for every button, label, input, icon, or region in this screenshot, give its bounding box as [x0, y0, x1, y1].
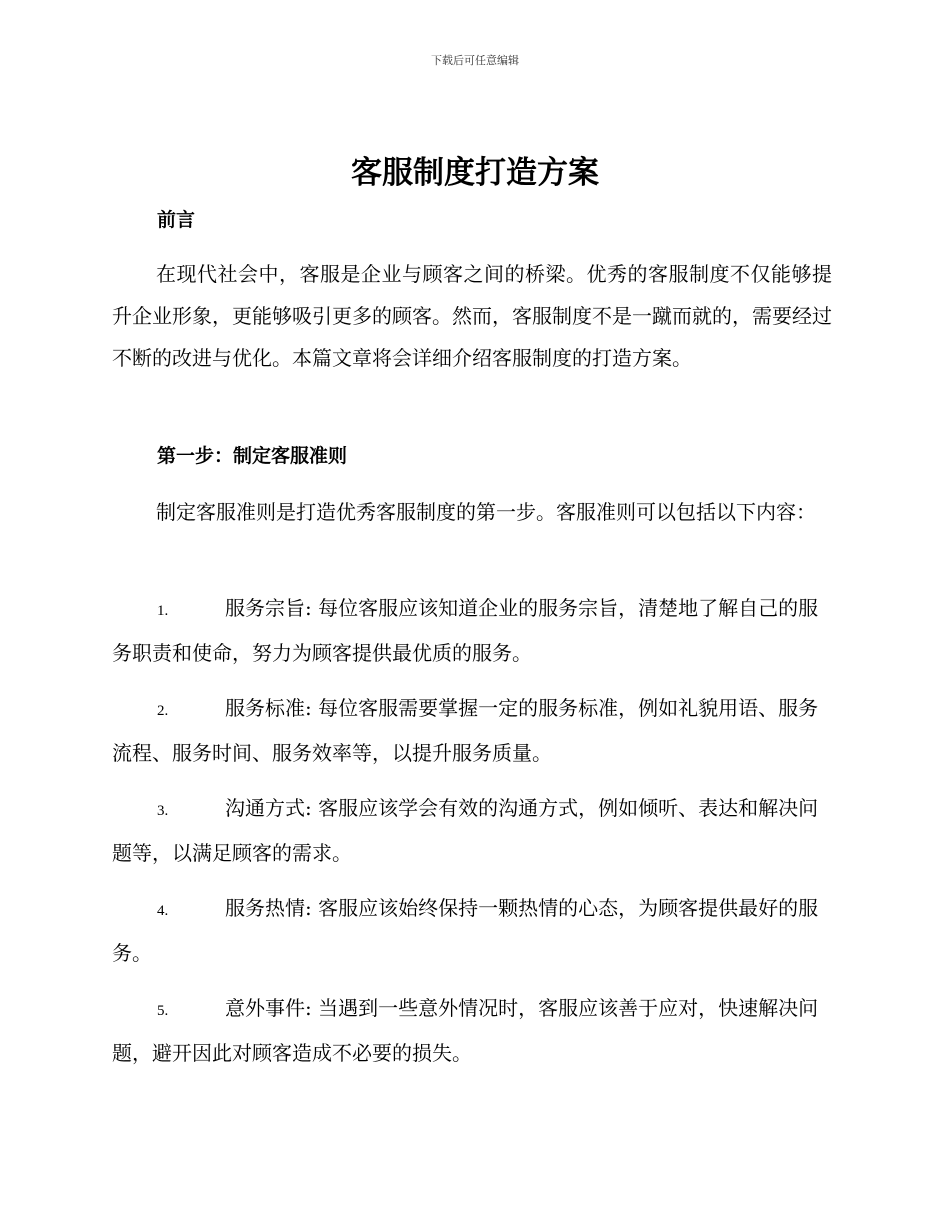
list-item-number: 2.: [157, 703, 169, 719]
list-item-text: 意外事件: 当遇到一些意外情况时，客服应该善于应对，快速解决问题，避开因此对顾客造成不必要的损失。: [112, 996, 819, 1065]
list-item-number: 3.: [157, 803, 169, 819]
header-note: 下载后可任意编辑: [431, 54, 519, 67]
list-item: [112, 987, 827, 1074]
page-title: 客服制度打造方案: [351, 155, 599, 191]
list-item-number: 5.: [157, 1003, 169, 1019]
list-item: [112, 687, 827, 774]
list-item-text: 服务热情: 客服应该始终保持一颗热情的心态，为顾客提供最好的服务。: [112, 896, 819, 965]
list-item: [112, 787, 827, 874]
list-item-text: 服务标准: 每位客服需要掌握一定的服务标准，例如礼貌用语、服务流程、服务时间、服务效率等，以提升服务质量。: [112, 696, 819, 765]
list-item-number: 1.: [157, 603, 169, 619]
list-item: [112, 887, 827, 974]
list-item-number: 4.: [157, 903, 169, 919]
step1-heading: 第一步：制定客服准则: [157, 445, 348, 467]
preface-heading: 前言: [157, 209, 196, 231]
list-item-text: 沟通方式: 客服应该学会有效的沟通方式，例如倾听、表达和解决问题等，以满足顾客的需求。: [112, 796, 819, 865]
list-item: [112, 587, 827, 674]
preface-paragraph: 在现代社会中，客服是企业与顾客之间的桥梁。优秀的客服制度不仅能够提升企业形象，更能够吸引更多的顾客。然而，客服制度不是一蹴而就的，需要经过不断的改进与优化。本篇文章将会详细介绍客服制度的打造方案。: [112, 262, 832, 370]
step1-intro-section: [112, 491, 832, 533]
list-item-text: 服务宗旨: 每位客服应该知道企业的服务宗旨，清楚地了解自己的服务职责和使命，努力为顾客提供最优质的服务。: [112, 596, 819, 665]
step1-intro-paragraph: 制定客服准则是打造优秀客服制度的第一步。客服准则可以包括以下内容：: [156, 500, 816, 524]
preface-section: [112, 253, 832, 379]
step1-list: [112, 587, 827, 1087]
